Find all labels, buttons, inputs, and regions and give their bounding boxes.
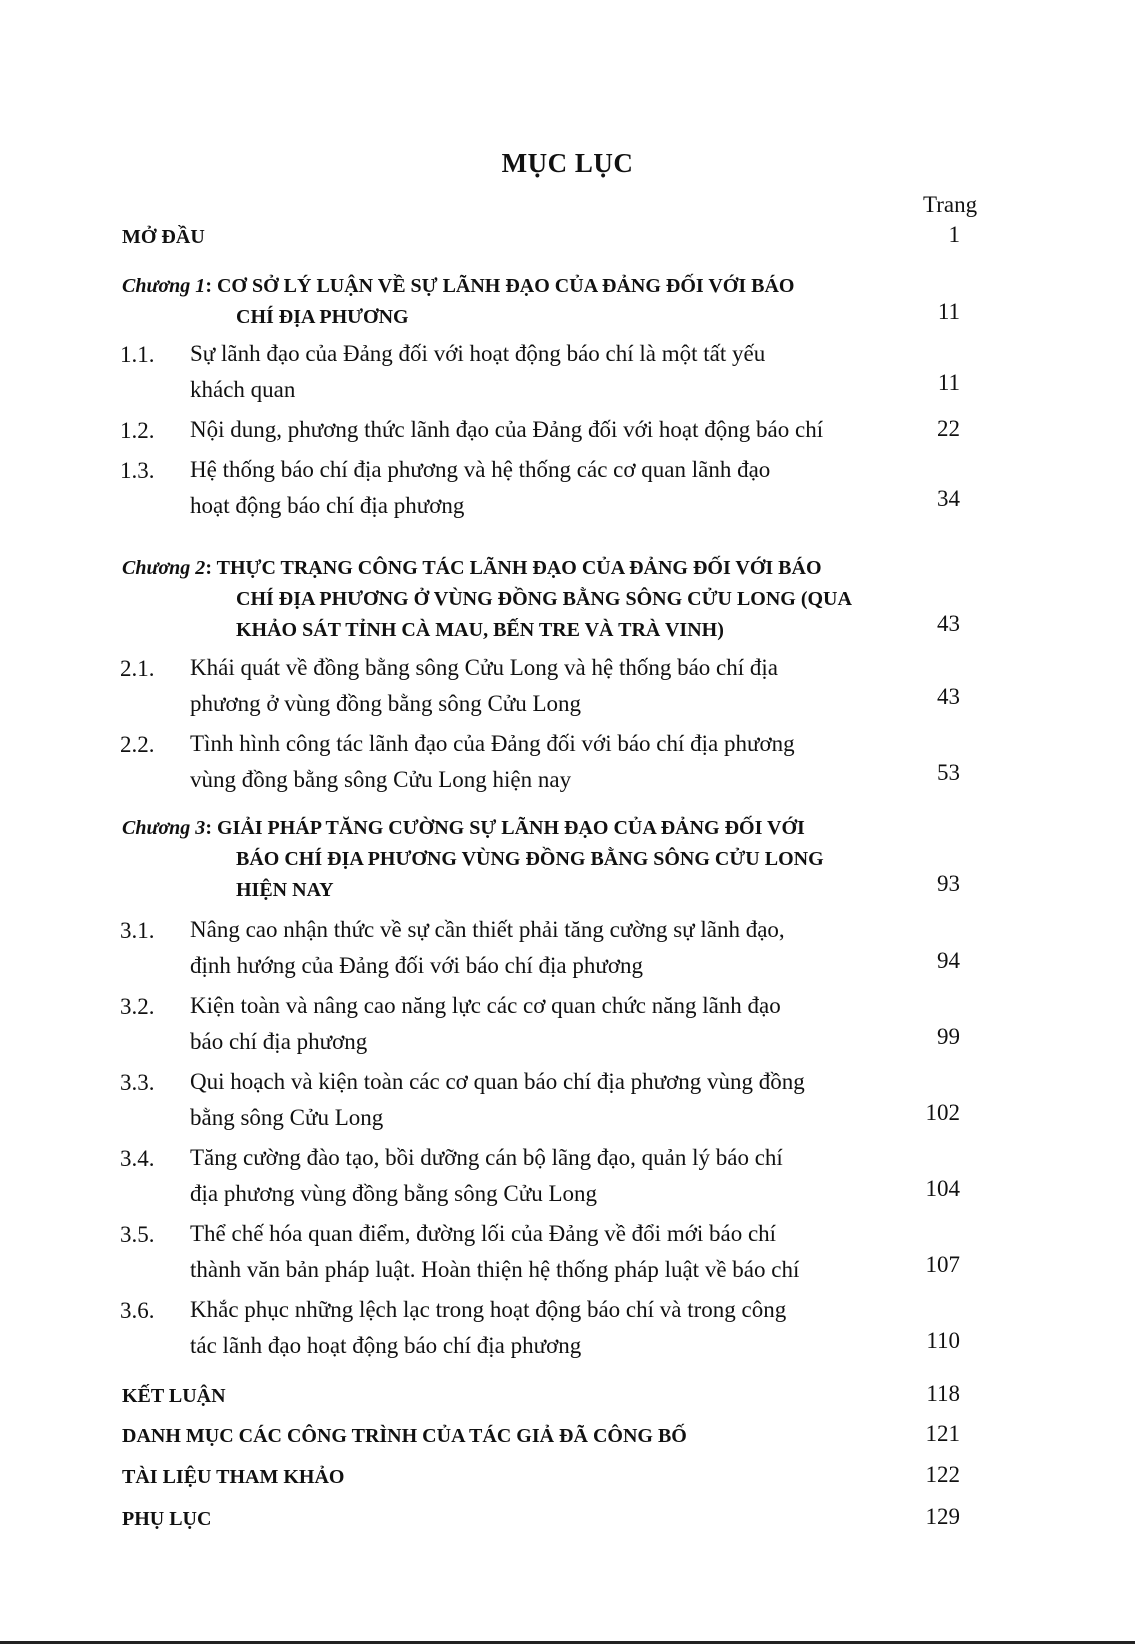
section-title	[190, 1216, 902, 1288]
chapter-title-line: KHẢO SÁT TỈNH CÀ MAU, BẾN TRE VÀ TRÀ VINH)	[236, 619, 724, 641]
section-number: 1.1.	[120, 342, 155, 367]
toc-page-number: 94	[937, 948, 960, 973]
page-column-header: Trang	[923, 192, 978, 217]
toc-page-number: 43	[937, 684, 960, 709]
chapter-title-line: HIỆN NAY	[236, 879, 334, 901]
section-number: 3.6.	[120, 1298, 155, 1323]
toc-page-number: 93	[937, 871, 960, 896]
toc-page-number: 129	[925, 1504, 960, 1529]
section-title-line: khách quan	[190, 377, 296, 402]
chapter-label: Chương 1	[122, 275, 206, 297]
section-number: 3.4.	[120, 1146, 155, 1171]
section-title	[190, 1140, 902, 1212]
section-title	[190, 912, 902, 984]
section-title-line: vùng đồng bằng sông Cửu Long hiện nay	[190, 767, 572, 792]
chapter-title-line: BÁO CHÍ ĐỊA PHƯƠNG VÙNG ĐỒNG BẰNG SÔNG CỬU LONG	[236, 848, 824, 870]
section-title-line: thành văn bản pháp luật. Hoàn thiện hệ thống pháp luật về báo chí	[190, 1257, 800, 1282]
page-bottom-edge	[0, 1641, 1135, 1644]
section-title	[190, 650, 902, 722]
toc-page-number: 104	[925, 1176, 960, 1201]
page-title: MỤC LỤC	[501, 148, 634, 178]
section-title-line: phương ở vùng đồng bằng sông Cửu Long	[190, 691, 582, 716]
chapter-heading: Chương 1: CƠ SỞ LÝ LUẬN VỀ SỰ LÃNH ĐẠO CỦA ĐẢNG ĐỐI VỚI BÁO CHÍ ĐỊA PHƯƠNG	[122, 271, 902, 333]
section-title-line: Nâng cao nhận thức về sự cần thiết phải tăng cường sự lãnh đạo,	[190, 917, 785, 942]
section-number: 1.2.	[120, 418, 155, 443]
section-title-line: Tình hình công tác lãnh đạo của Đảng đối với báo chí địa phương	[190, 731, 795, 756]
chapter-title-line: CƠ SỞ LÝ LUẬN VỀ SỰ LÃNH ĐẠO CỦA ĐẢNG ĐỐI VỚI BÁO	[216, 275, 795, 297]
toc-page-number: 1	[948, 222, 960, 247]
toc-page-number: 122	[925, 1462, 960, 1487]
section-title-line: Qui hoạch và kiện toàn các cơ quan báo chí địa phương vùng đồng	[190, 1069, 805, 1094]
toc-entry-label: DANH MỤC CÁC CÔNG TRÌNH CỦA TÁC GIẢ ĐÃ CÔNG BỐ	[122, 1425, 687, 1447]
toc-page-number: 22	[937, 416, 960, 441]
section-title-line: Kiện toàn và nâng cao năng lực các cơ quan chức năng lãnh đạo	[190, 993, 781, 1018]
section-title	[190, 336, 902, 408]
section-title-line: Khái quát về đồng bằng sông Cửu Long và hệ thống báo chí địa	[190, 655, 778, 680]
section-title-line: Khắc phục những lệch lạc trong hoạt động báo chí và trong công	[190, 1297, 787, 1322]
toc-entry-label: KẾT LUẬN	[122, 1385, 226, 1407]
toc-entry-label: TÀI LIỆU THAM KHẢO	[122, 1466, 345, 1488]
section-title-line: bằng sông Cửu Long	[190, 1105, 384, 1130]
section-number: 3.3.	[120, 1070, 155, 1095]
section-number: 1.3.	[120, 458, 155, 483]
section-title-line: địa phương vùng đồng bằng sông Cửu Long	[190, 1181, 597, 1206]
chapter-label: Chương 2	[122, 557, 206, 579]
chapter-title-line: CHÍ ĐỊA PHƯƠNG	[236, 306, 409, 328]
chapter-title-line: CHÍ ĐỊA PHƯƠNG Ở VÙNG ĐỒNG BẰNG SÔNG CỬU LONG (QUA	[236, 588, 852, 610]
toc-page-number: 11	[937, 299, 960, 324]
toc-page-number: 99	[937, 1024, 960, 1049]
chapter-label: Chương 3	[122, 817, 206, 839]
section-number: 3.2.	[120, 994, 155, 1019]
toc-page-number: 107	[925, 1252, 960, 1277]
section-title: Nội dung, phương thức lãnh đạo của Đảng đối với hoạt động báo chí	[190, 417, 824, 442]
section-title-line: tác lãnh đạo hoạt động báo chí địa phương	[190, 1333, 582, 1358]
chapter-heading: Chương 2: THỰC TRẠNG CÔNG TÁC LÃNH ĐẠO CỦA ĐẢNG ĐỐI VỚI BÁO CHÍ ĐỊA PHƯƠNG Ở VÙNG ĐỒNG BẰNG SÔNG CỬU LONG (QUA KHẢO SÁT TỈNH CÀ MAU, BẾN TRE VÀ TRÀ VINH)	[122, 553, 902, 646]
toc-page-number: 110	[926, 1328, 960, 1353]
toc-entry-label: PHỤ LỤC	[122, 1508, 212, 1530]
toc-page-number: 118	[926, 1381, 960, 1406]
section-title	[190, 988, 902, 1060]
section-title	[190, 1292, 902, 1364]
section-number: 2.1.	[120, 656, 155, 681]
toc-page-number: 43	[937, 611, 960, 636]
toc-page-number: 11	[937, 370, 960, 395]
section-title-line: Tăng cường đào tạo, bồi dưỡng cán bộ lãng đạo, quản lý báo chí	[190, 1145, 783, 1170]
chapter-heading: Chương 3: GIẢI PHÁP TĂNG CƯỜNG SỰ LÃNH ĐẠO CỦA ĐẢNG ĐỐI VỚI BÁO CHÍ ĐỊA PHƯƠNG VÙNG ĐỒNG BẰNG SÔNG CỬU LONG HIỆN NAY	[122, 813, 902, 906]
toc-page-number: 34	[937, 486, 960, 511]
chapter-title-line: GIẢI PHÁP TĂNG CƯỜNG SỰ LÃNH ĐẠO CỦA ĐẢNG ĐỐI VỚI	[216, 817, 805, 839]
section-title-line: Sự lãnh đạo của Đảng đối với hoạt động báo chí là một tất yếu	[190, 341, 766, 366]
section-title-line: Thể chế hóa quan điểm, đường lối của Đảng về đổi mới báo chí	[190, 1221, 777, 1246]
section-title-line: báo chí địa phương	[190, 1029, 368, 1054]
chapter-title-line: THỰC TRẠNG CÔNG TÁC LÃNH ĐẠO CỦA ĐẢNG ĐỐI VỚI BÁO	[216, 557, 822, 579]
section-title	[190, 726, 902, 798]
section-title	[190, 452, 902, 524]
section-title-line: định hướng của Đảng đối với báo chí địa phương	[190, 953, 643, 978]
section-title-line: Hệ thống báo chí địa phương và hệ thống các cơ quan lãnh đạo	[190, 457, 771, 482]
toc-page-number: 53	[937, 760, 960, 785]
section-number: 3.1.	[120, 918, 155, 943]
section-number: 3.5.	[120, 1222, 155, 1247]
section-number: 2.2.	[120, 732, 155, 757]
section-title-line: hoạt động báo chí địa phương	[190, 493, 465, 518]
toc-entry-label: MỞ ĐẦU	[122, 226, 205, 248]
section-title	[190, 1064, 902, 1136]
toc-page-number: 102	[925, 1100, 960, 1125]
toc-page-number: 121	[925, 1421, 960, 1446]
